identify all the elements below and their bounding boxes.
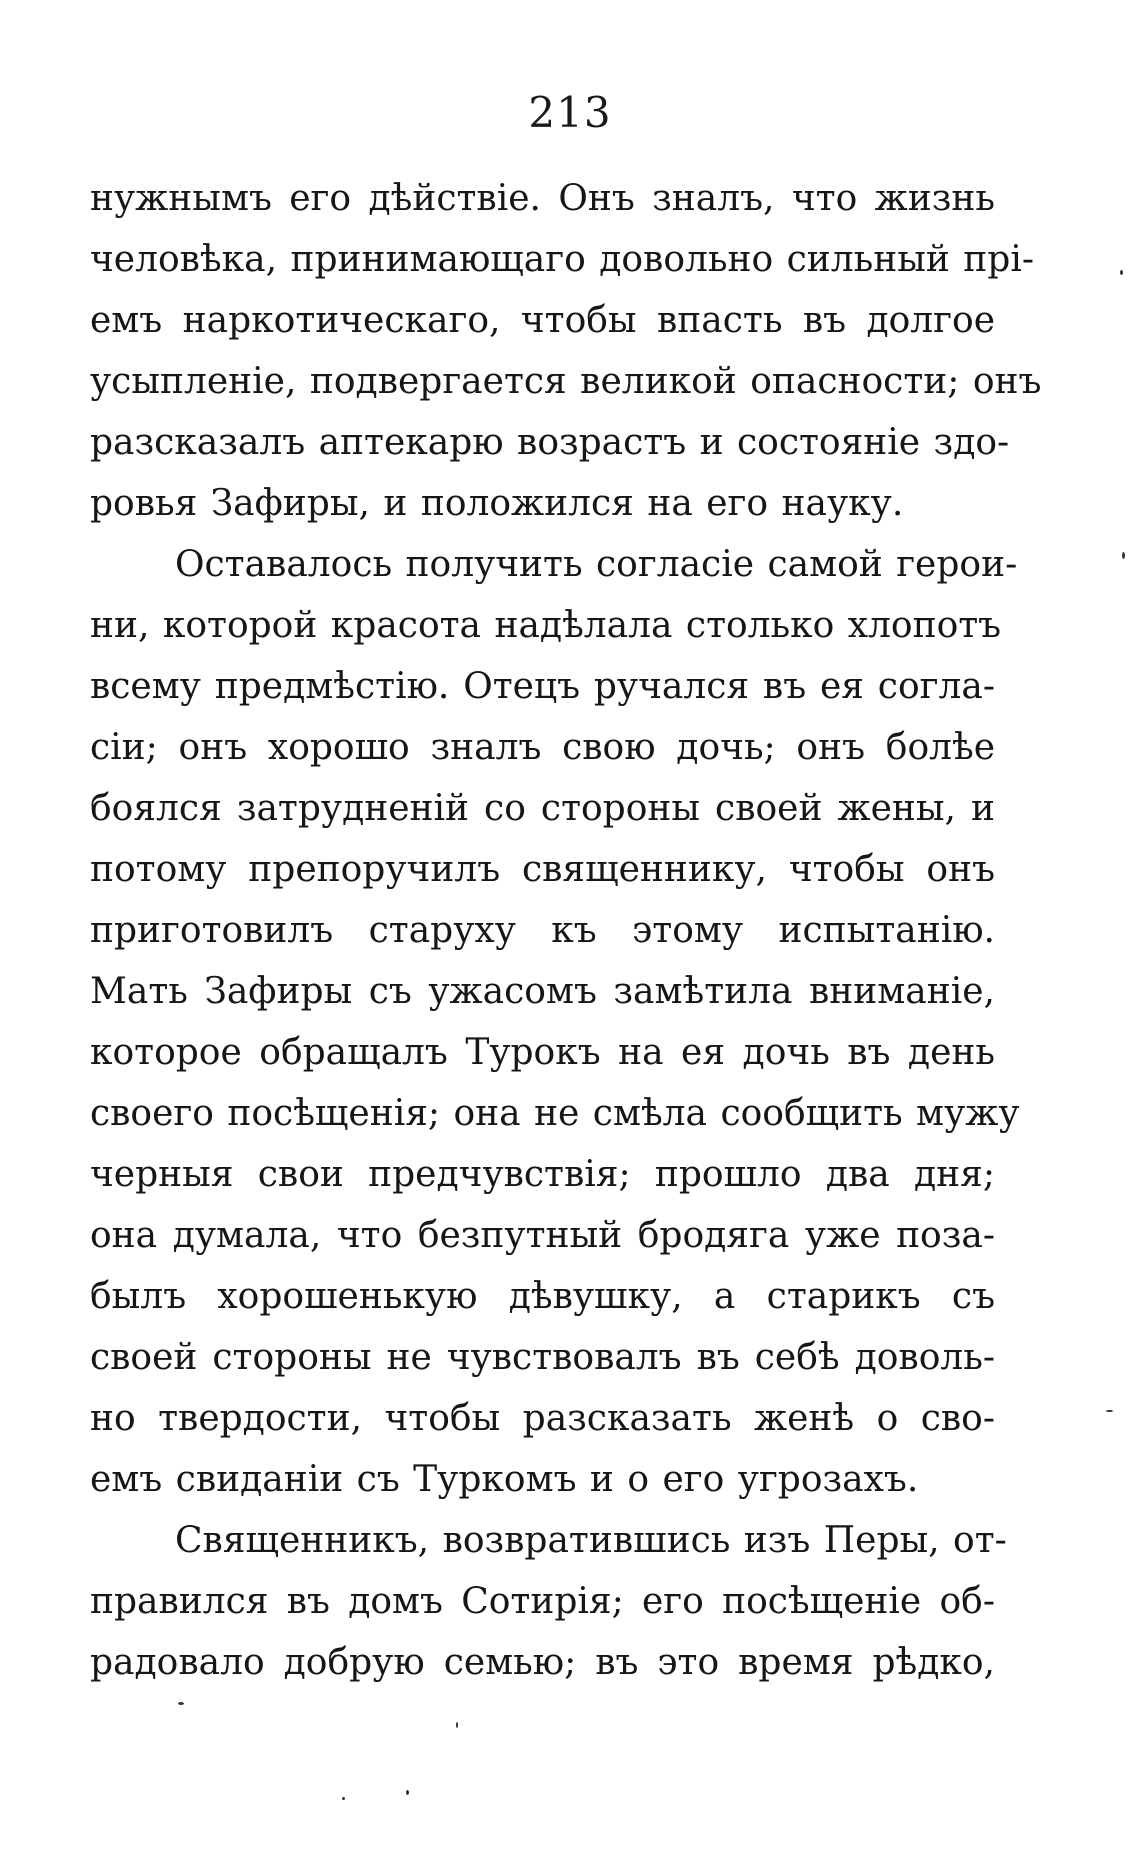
- scan-speck: [1120, 270, 1123, 275]
- text-line: ни, которой красота надѣлала столько хлопотъ: [90, 605, 1002, 646]
- text-line: она думала, что безпутный бродяга ужe поза-: [90, 1215, 995, 1256]
- text-line: емъ наркотическаго, чтобы впасть въ долгое: [90, 300, 995, 341]
- body-text: [90, 168, 1042, 1693]
- text-line: Оставалось получить согласіе самой герои-: [175, 544, 1018, 585]
- text-line: емъ свиданіи съ Туркомъ и о его угрозахъ.: [90, 1459, 919, 1500]
- scan-speck: [456, 1722, 458, 1728]
- text-line: былъ хорошенькую дѣвушку, а старикъ съ: [90, 1276, 995, 1317]
- scan-speck: [1106, 1410, 1113, 1412]
- text-line: правился въ домъ Сотирія; его посѣщеніе об-: [90, 1581, 995, 1622]
- scan-speck: [406, 1790, 409, 1795]
- paragraph-2: [90, 534, 1020, 1510]
- text-line: Мать Зафиры съ ужасомъ замѣтила вниманіе,: [90, 971, 995, 1012]
- text-line: которое обращалъ Турокъ на ея дочь въ день: [90, 1032, 995, 1073]
- text-line: усыпленіе, подвергается великой опасности; онъ: [90, 361, 1042, 402]
- text-line: нужнымъ его дѣйствіе. Онъ зналъ, что жизнь: [90, 178, 995, 219]
- text-line: разсказалъ аптекарю возрастъ и состояніе здо-: [90, 422, 1010, 463]
- paragraph-3: [90, 1510, 1007, 1693]
- page-number: 213: [528, 88, 612, 137]
- scan-speck: [1122, 552, 1125, 559]
- text-line: Священникъ, возвратившись изъ Перы, от-: [175, 1520, 1007, 1561]
- text-line: своего посѣщенія; она не смѣла сообщить мужу: [90, 1093, 1020, 1134]
- text-line: но твердости, чтобы разсказать женѣ о сво-: [90, 1398, 995, 1439]
- text-line: человѣка, принимающаго довольно сильный прі-: [90, 239, 1034, 280]
- text-line: потому препоручилъ священнику, чтобы онъ: [90, 849, 995, 890]
- scan-speck: [342, 1797, 345, 1800]
- text-line: приготовилъ старуху къ этому испытанію.: [90, 910, 995, 951]
- text-line: боялся затрудненій со стороны своей жены, и: [90, 788, 995, 829]
- text-line: всему предмѣстію. Отецъ ручался въ ея согла-: [90, 666, 995, 707]
- text-line: черныя свои предчувствія; прошло два дня;: [90, 1154, 995, 1195]
- text-line: своей стороны не чувствовалъ въ себѣ доволь-: [90, 1337, 995, 1378]
- scan-speck: [178, 1702, 184, 1705]
- text-line: сіи; онъ хорошо зналъ свою дочь; онъ болѣе: [90, 727, 995, 768]
- text-line: ровья Зафиры, и положился на его науку.: [90, 483, 904, 524]
- paragraph-1: [90, 168, 1042, 534]
- text-line: радовало добрую семью; въ это время рѣдко,: [90, 1642, 995, 1683]
